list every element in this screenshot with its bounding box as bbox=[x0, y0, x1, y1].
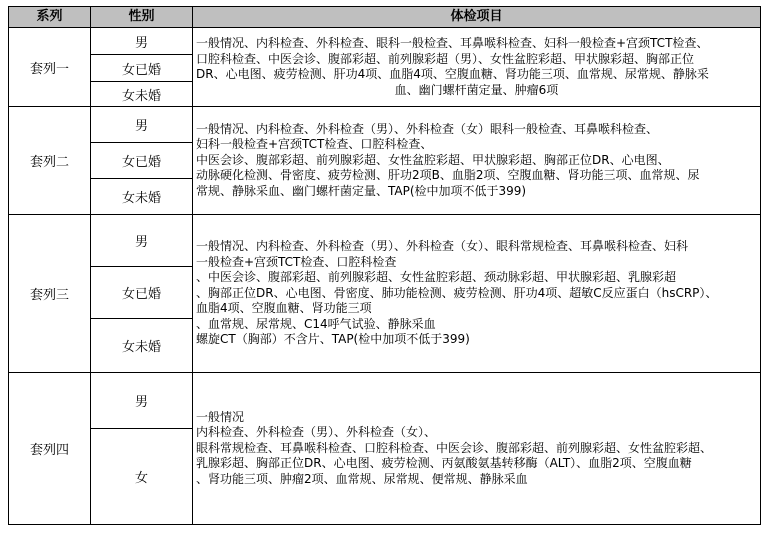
exam-items-line: 常规、静脉采血、幽门螺杆菌定量、TAP(检中加项不低于399) bbox=[196, 183, 527, 198]
exam-items-line: 血脂4项、空腹血糖、肾功能三项 bbox=[196, 301, 372, 316]
exam-items-line: 乳腺彩超、胸部正位DR、心电图、疲劳检测、丙氨酸氨基转移酶（ALT）、血脂2项、空腹血糖 bbox=[196, 456, 692, 471]
header-series: 系列 bbox=[9, 7, 91, 28]
gender-cell: 女 bbox=[91, 429, 193, 525]
exam-items-line: 眼科常规检查、耳鼻喉科检查、口腔科检查、中医会诊、腹部彩超、前列腺彩超、女性盆腔彩超、 bbox=[196, 440, 713, 455]
exam-items-line: 、肾功能三项、肿瘤2项、血常规、尿常规、便常规、静脉采血 bbox=[196, 471, 528, 486]
exam-items-cell bbox=[193, 373, 761, 525]
exam-items-line: DR、心电图、疲劳检测、肝功4项、血脂4项、空腹血糖、肾功能三项、血常规、尿常规、静脉采 bbox=[196, 67, 709, 81]
header-gender: 性别 bbox=[91, 7, 193, 28]
exam-items-line: 内科检查、外科检查（男）、外科检查（女）、 bbox=[196, 425, 437, 440]
table-row bbox=[9, 215, 761, 267]
table-row bbox=[9, 107, 761, 143]
table-row bbox=[9, 28, 761, 55]
gender-cell: 女已婚 bbox=[91, 143, 193, 179]
exam-items-line: 螺旋CT（胸部）不含片、TAP(检中加项不低于399) bbox=[196, 332, 470, 347]
gender-cell: 男 bbox=[91, 107, 193, 143]
exam-items-line: 一般情况、内科检查、外科检查（男）、外科检查（女）、眼科常规检查、耳鼻喉科检查、妇科 bbox=[196, 239, 689, 254]
package-name: 套列一 bbox=[9, 28, 91, 107]
exam-items-line: 血、幽门螺杆菌定量、肿瘤6项 bbox=[394, 82, 559, 97]
exam-items-line: 口腔科检查、中医会诊、腹部彩超、前列腺彩超（男）、女性盆腔彩超、甲状腺彩超、胸部正位 bbox=[196, 51, 695, 66]
gender-cell: 女未婚 bbox=[91, 319, 193, 373]
exam-items-line: 、血常规、尿常规、C14呼气试验、静脉采血 bbox=[196, 316, 436, 331]
package-name: 套列四 bbox=[9, 373, 91, 525]
package-name: 套列三 bbox=[9, 215, 91, 373]
table-row bbox=[9, 373, 761, 429]
exam-items-cell bbox=[193, 107, 761, 215]
gender-cell: 女未婚 bbox=[91, 179, 193, 215]
gender-cell: 男 bbox=[91, 215, 193, 267]
table-header-row bbox=[9, 7, 761, 28]
exam-package-table bbox=[8, 6, 761, 525]
exam-items-line: 一般检查+宫颈TCT检查、口腔科检查 bbox=[196, 254, 397, 269]
gender-cell: 女已婚 bbox=[91, 267, 193, 319]
package-name: 套列二 bbox=[9, 107, 91, 215]
exam-package-table-wrapper bbox=[8, 6, 760, 525]
exam-items-line: 、中医会诊、腹部彩超、前列腺彩超、女性盆腔彩超、颈动脉彩超、甲状腺彩超、乳腺彩超 bbox=[196, 270, 677, 285]
exam-items-line: 动脉硬化检测、骨密度、疲劳检测、肝功2项B、血脂2项、空腹血糖、肾功能三项、血常规、尿 bbox=[196, 168, 700, 183]
exam-items-line: 一般情况、内科检查、外科检查、眼科一般检查、耳鼻喉科检查、妇科一般检查+宫颈TCT检查、 bbox=[196, 36, 709, 50]
exam-items-line: 、胸部正位DR、心电图、骨密度、肺功能检测、疲劳检测、肝功4项、超敏C反应蛋白（hsCRP）、 bbox=[196, 285, 718, 300]
exam-items-cell bbox=[193, 215, 761, 373]
header-items: 体检项目 bbox=[193, 7, 761, 28]
gender-cell: 女未婚 bbox=[91, 82, 193, 107]
exam-items-line: 一般情况 bbox=[196, 409, 245, 424]
exam-items-line: 妇科一般检查+宫颈TCT检查、口腔科检查、 bbox=[196, 137, 433, 152]
gender-cell: 女已婚 bbox=[91, 55, 193, 82]
exam-items-line: 一般情况、内科检查、外科检查（男）、外科检查（女）眼科一般检查、耳鼻喉科检查、 bbox=[196, 121, 659, 136]
exam-items-cell bbox=[193, 28, 761, 107]
exam-items-line: 中医会诊、腹部彩超、前列腺彩超、女性盆腔彩超、甲状腺彩超、胸部正位DR、心电图、 bbox=[196, 152, 670, 167]
gender-cell: 男 bbox=[91, 28, 193, 55]
gender-cell: 男 bbox=[91, 373, 193, 429]
